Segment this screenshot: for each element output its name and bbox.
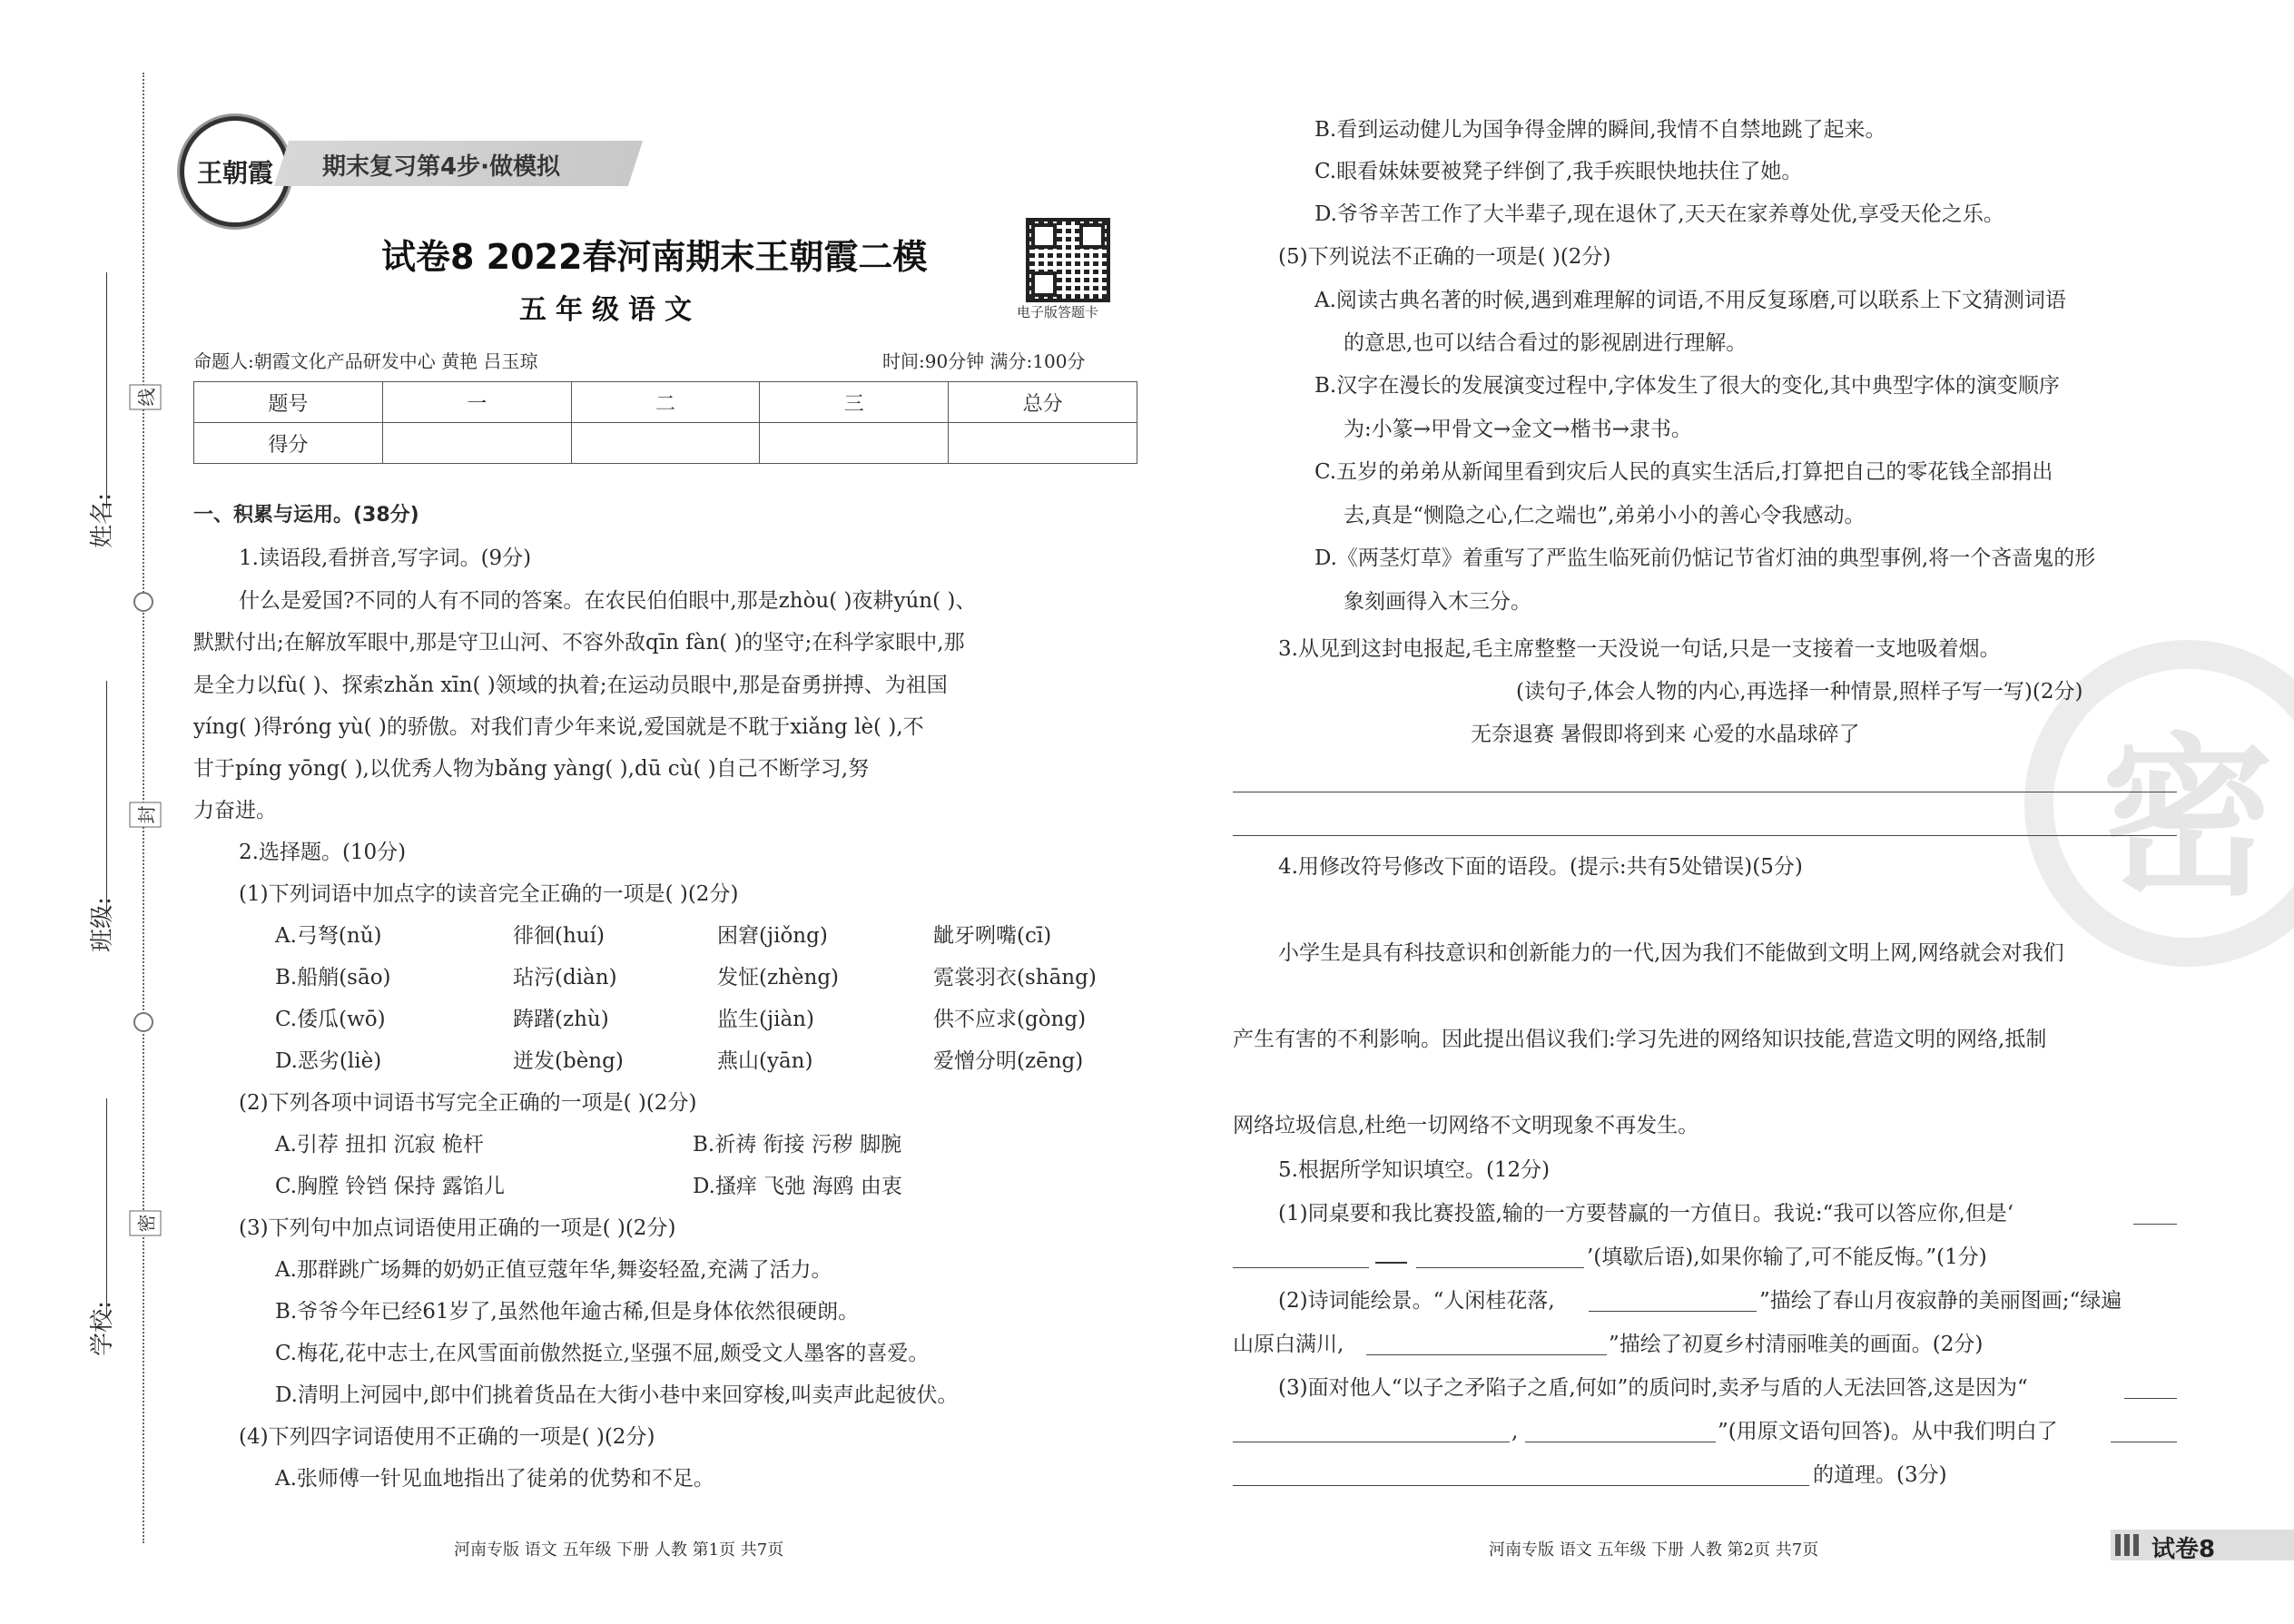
q5-line: (2)诗词能绘景。“人闲桂花落, [1278,1289,1555,1313]
q5-line: ’(填歇后语),如果你输了,可不能反悔。”(1分) [1587,1245,1987,1269]
qr-code[interactable] [1026,218,1110,302]
option-item: D.《两茎灯草》着重写了严监生临死前仍惦记节省灯油的典型事例,将一个吝啬鬼的形 [1314,546,2096,570]
score-header-cell: 一 [382,382,571,423]
time-score: 时间:90分钟 满分:100分 [882,350,1086,372]
blank[interactable] [2133,1224,2177,1225]
option-item: 为:小篆→甲骨文→金文→楷书→隶书。 [1344,418,1692,441]
option-item: A.阅读古典名著的时候,遇到难理解的词语,不用反复琢磨,可以联系上下文猜测词语 [1314,289,2066,312]
option-item: D.爷爷辛苦工作了大半辈子,现在退休了,天天在家养尊处优,享受天伦之乐。 [1314,202,2004,226]
option-item: D.恶劣(liè) [275,1049,382,1073]
option-item: B.祈祷 衔接 污秽 脚腕 [693,1133,902,1156]
option-item: 象刻画得入木三分。 [1344,590,1531,614]
brand-logo [180,116,290,227]
watermark-text: 密 [2101,715,2274,919]
score-table [193,381,1137,464]
option-item: 龇牙咧嘴(cī) [933,924,1052,948]
q3-choices: 无奈退赛 暑假即将到来 心爱的水晶球碎了 [1471,723,1860,746]
option-item: C.五岁的弟弟从新闻里看到灾后人民的真实生活后,打算把自己的零花钱全部捐出 [1314,460,2053,484]
question-hint: (读句子,体会人物的内心,再选择一种情景,照样子写一写)(2分) [1516,680,2083,704]
option-item: 徘徊(huí) [513,924,605,948]
option-item: 的意思,也可以结合看过的影视剧进行理解。 [1344,331,1748,355]
q1-line: 什么是爱国?不同的人有不同的答案。在农民伯伯眼中,那是zhòu( )夜耕yún( )、 [239,589,977,613]
q5-line: (1)同桌要和我比赛投篮,输的一方要替赢的一方值日。我说:“我可以答应你,但是‘ [1278,1202,2014,1225]
authors: 命题人:朝霞文化产品研发中心 黄艳 吕玉琼 [193,350,538,372]
option-item: 困窘(jiǒng) [717,924,828,948]
school-label: 学校: [88,1301,116,1356]
page-footer: 河南专版 语文 五年级 下册 人教 第2页 共7页 [1489,1540,1819,1560]
option-item: 迸发(bèng) [513,1049,624,1073]
option-item: C.倭瓜(wō) [275,1008,386,1031]
option-item: 发怔(zhèng) [717,966,840,989]
name-field[interactable] [106,272,107,508]
option-item: B.汉字在漫长的发展演变过程中,字体发生了很大的变化,其中典型字体的演变顺序 [1314,374,2060,398]
option-item: B.爷爷今年已经61岁了,虽然他年逾古稀,但是身体依然很硬朗。 [275,1300,860,1324]
score-header-cell: 二 [571,382,760,423]
school-field[interactable] [106,1098,107,1316]
q5-line: 的道理。(3分) [1813,1463,1947,1487]
option-item: C.胸膛 铃铛 保持 露馅儿 [275,1175,506,1198]
name-label: 姓名: [88,493,116,548]
q1-line: 甘于píng yōng( ),以优秀人物为bǎng yàng( ),dū cù( )自己不断学习,努 [193,757,870,781]
score-cell[interactable] [382,423,571,464]
answer-line[interactable] [1233,835,2177,836]
score-header-cell: 题号 [194,382,383,423]
option-item: 监生(jiàn) [717,1008,814,1031]
blank[interactable] [1233,1267,1369,1268]
cut-mark: 密 [130,1211,162,1236]
option-item: A.张师傅一针见血地指出了徒弟的优势和不足。 [275,1467,714,1491]
option-item: 燕山(yān) [717,1049,813,1073]
question-stem: (1)下列词语中加点字的读音完全正确的一项是( )(2分) [239,882,739,906]
q5-line: 山原白满川, [1233,1333,1344,1356]
page-tab-label: 试卷8 [2151,1536,2216,1563]
option-item: A.引荐 扭扣 沉寂 桅杆 [275,1133,484,1156]
question-title: 4.用修改符号修改下面的语段。(提示:共有5处错误)(5分) [1278,855,1803,879]
q1-line: 是全力以fù( )、探索zhǎn xīn( )领域的执着;在运动员眼中,那是奋勇拼搏、为祖国 [193,674,948,697]
page-title: 试卷8 2022春河南期末王朝霞二模 [381,237,928,277]
blank[interactable] [2124,1398,2177,1399]
option-item: 踌躇(zhù) [513,1008,609,1031]
q1-line: 力奋进。 [193,799,277,822]
binding-hole [133,1012,153,1032]
class-label: 班级: [88,897,116,952]
question-stem: (5)下列说法不正确的一项是( )(2分) [1278,245,1611,269]
option-item: A.那群跳广场舞的奶奶正值豆蔻年华,舞姿轻盈,充满了活力。 [275,1258,832,1282]
option-item: C.眼看妹妹要被凳子绊倒了,我手疾眼快地扶住了她。 [1314,160,1803,183]
dash [1375,1262,1407,1264]
q1-line: yíng( )得róng yù( )的骄傲。对我们青少年来说,爱国就是不耽于xiǎng lè( ),不 [193,715,924,739]
page-subtitle: 五年级语文 [519,294,701,326]
score-header-cell: 三 [760,382,949,423]
page-footer: 河南专版 语文 五年级 下册 人教 第1页 共7页 [454,1540,784,1560]
blank[interactable] [1416,1267,1584,1268]
question-stem: (2)下列各项中词语书写完全正确的一项是( )(2分) [239,1091,697,1115]
score-cell[interactable] [760,423,949,464]
q4-line: 小学生是具有科技意识和创新能力的一代,因为我们不能做到文明上网,网络就会对我们 [1278,941,2064,965]
blank[interactable] [1233,1485,1809,1486]
option-item: B.看到运动健儿为国争得金牌的瞬间,我情不自禁地跳了起来。 [1314,118,1886,142]
score-row-label: 得分 [194,423,383,464]
question-title: 3.从见到这封电报起,毛主席整整一天没说一句话,只是一支接着一支地吸着烟。 [1278,637,2001,661]
score-table-row [194,423,1137,464]
option-item: 霓裳羽衣(shāng) [933,966,1097,989]
class-field[interactable] [106,681,107,917]
brand-text: 王朝霞 [196,158,273,188]
option-item: 玷污(diàn) [513,966,617,989]
option-item: C.梅花,花中志士,在风雪面前傲然挺立,坚强不屈,颇受文人墨客的喜爱。 [275,1342,930,1365]
option-item: D.搔痒 飞弛 海鸥 由衷 [693,1175,902,1198]
score-cell[interactable] [949,423,1137,464]
question-title: 1.读语段,看拼音,写字词。(9分) [239,546,532,570]
q5-line: , [1511,1420,1519,1443]
tab-decoration [2115,1534,2142,1556]
score-cell[interactable] [571,423,760,464]
score-header-cell: 总分 [949,382,1137,423]
q4-line: 产生有害的不利影响。因此提出倡议我们:学习先进的网络知识技能,营造文明的网络,抵制 [1233,1028,2047,1051]
binding-hole [133,592,153,612]
cut-mark: 封 [130,802,162,828]
q5-line: ”描绘了初夏乡村清丽唯美的画面。(2分) [1609,1333,1984,1356]
question-stem: (4)下列四字词语使用不正确的一项是( )(2分) [239,1425,655,1449]
option-item: A.弓弩(nǔ) [275,924,382,948]
option-item: 去,真是“恻隐之心,仁之端也”,弟弟小小的善心令我感动。 [1344,504,1866,527]
q5-line: ”描绘了春山月夜寂静的美丽图画;“绿遍 [1759,1289,2122,1313]
q1-line: 默默付出;在解放军眼中,那是守卫山河、不容外敌qīn fàn( )的坚守;在科学家眼中,那 [193,631,965,655]
question-title: 5.根据所学知识填空。(12分) [1278,1158,1551,1182]
section-title: 一、积累与运用。(38分) [193,504,419,527]
question-title: 2.选择题。(10分) [239,841,407,864]
banner-text: 期末复习第4步·做模拟 [322,153,560,181]
question-stem: (3)下列句中加点词语使用正确的一项是( )(2分) [239,1216,676,1240]
qr-caption: 电子版答题卡 [1017,304,1099,320]
score-table-header [194,382,1137,423]
q5-line: ”(用原文语句回答)。从中我们明白了 [1718,1420,2058,1443]
option-item: D.清明上河园中,郎中们挑着货品在大街小巷中来回穿梭,叫卖声此起彼伏。 [275,1383,959,1407]
option-item: 供不应求(gòng) [933,1008,1087,1031]
blank[interactable] [1366,1354,1607,1355]
blank[interactable] [1589,1311,1757,1312]
q4-line: 网络垃圾信息,杜绝一切网络不文明现象不再发生。 [1233,1114,1699,1137]
cut-mark: 线 [130,385,162,410]
q5-line: (3)面对他人“以子之矛陷子之盾,何如”的质问时,卖矛与盾的人无法回答,这是因为“ [1278,1376,2028,1400]
option-item: B.船艄(sāo) [275,966,391,989]
option-item: 爱憎分明(zēng) [933,1049,1084,1073]
